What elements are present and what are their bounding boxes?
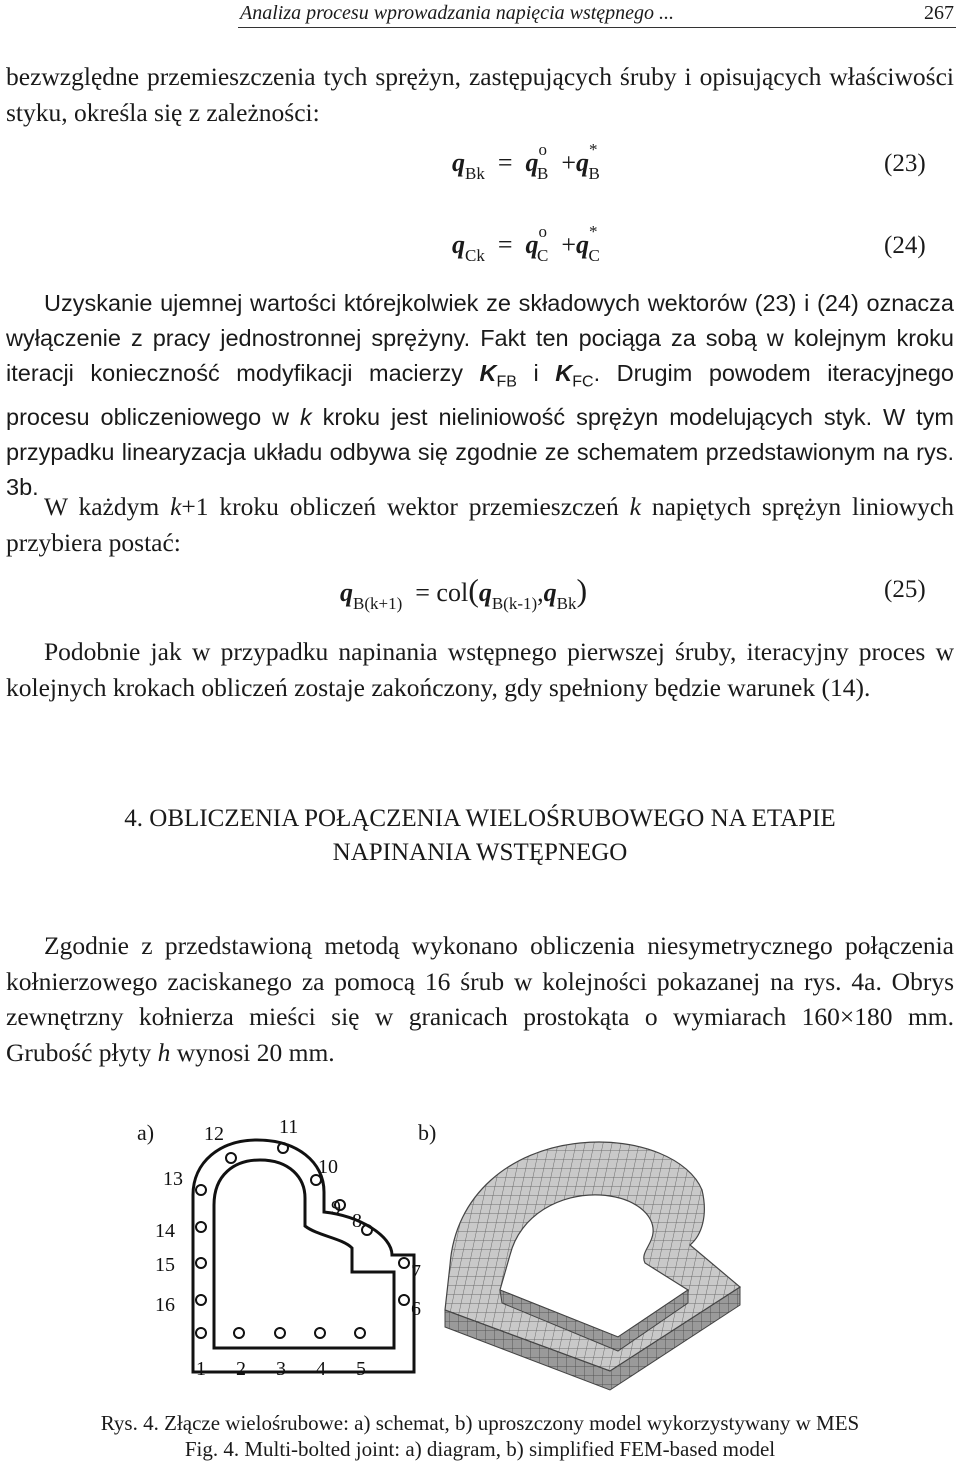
bolt-number-11: 11 [279,1116,299,1138]
paragraph-iteration: Uzyskanie ujemnej wartości którejkolwiek ze składowych wektorów (23) i (24) oznacza wyłączenie z pracy jednostronnej sprężyny. Fakt ten pociąga za sobą w kolejnym kroku iteracji konieczność modyfikacji macierzy $K_{FB}$ i $K_{FC}$. Drugim powodem iteracyjnego procesu obliczeniowego w k kroku jest nieliniowość sprężyn modelujących styk. W tym przypadku linearyzacja układu odbywa się zgodnie ze schematem przedstawionym na rys. 3b. [6,290,954,500]
bolt-number-4: 4 [316,1358,326,1380]
section-heading-line1: 4. OBLICZENIA POŁĄCZENIA WIELOŚRUBOWEGO NA ETAPIE [124,805,836,832]
bolt-12 [226,1153,236,1163]
bolt-number-13: 13 [163,1168,183,1190]
equation-25: $q_{B(k+1)} = col(q_{B(k-1)},q_{Bk})$ [340,572,588,613]
flange-outer-outline [193,1140,414,1372]
equation-24-number: (24) [884,232,926,259]
paragraph-intro: bezwzględne przemieszczenia tych sprężyn, zastępujących śruby i opisujących właściwości styku, określa się z zależności: [6,62,954,127]
flange-diagram [140,1105,440,1405]
bolt-2 [234,1328,244,1338]
bolt-number-8: 8 [352,1210,362,1232]
bolt-number-14: 14 [155,1220,175,1242]
bolt-3 [275,1328,285,1338]
caption-polish: Rys. 4. Złącze wielośrubowe: a) schemat, b) uproszczony model wykorzystywany w MES [100,1411,860,1435]
fem-model [440,1105,780,1395]
figure-label-b: b) [418,1120,437,1145]
bolt-number-7: 7 [411,1261,421,1283]
equation-24: $q_{Ck} = q^o_C +q^*_C$ [452,222,600,265]
figure-label-a: a) [137,1120,155,1145]
bolt-6 [399,1295,409,1305]
bolt-number-6: 6 [411,1298,421,1320]
section-heading [0,802,960,870]
figure-caption [0,1410,960,1462]
bolt-number-16: 16 [155,1294,175,1316]
running-title: Analiza procesu wprowadzania napięcia wstępnego ... [240,2,675,24]
paragraph-termination: Podobnie jak w przypadku napinania wstępnego pierwszej śruby, iteracyjny proces w kolejnych krokach obliczeń zostaje zakończony, gdy spełniony będzie warunek (14). [6,637,954,702]
bolt-number-10: 10 [318,1156,338,1178]
bolt-5 [355,1328,365,1338]
bolt-number-5: 5 [356,1358,366,1380]
bolt-14 [196,1222,206,1232]
running-header [0,0,960,28]
section-heading-line2: NAPINANIA WSTĘPNEGO [332,839,628,866]
bolt-number-1: 1 [196,1358,206,1380]
bolt-13 [196,1185,206,1195]
flange-inner-outline [214,1160,394,1348]
bolt-15 [196,1258,206,1268]
bolt-7 [399,1258,409,1268]
caption-english: Fig. 4. Multi-bolted joint: a) diagram, b) simplified FEM-based model [184,1437,776,1461]
bolt-number-15: 15 [155,1254,175,1276]
bolt-number-3: 3 [276,1358,286,1380]
bolt-number-12: 12 [204,1123,224,1145]
bolt-4 [315,1328,325,1338]
bolt-number-9: 9 [331,1197,341,1219]
bolt-number-2: 2 [236,1358,246,1380]
paragraph-calculations: Zgodnie z przedstawioną metodą wykonano obliczenia niesymetrycznego połączenia kołnierzowego zaciskanego za pomocą 16 śrub w kolejności pokazanej na rys. 4a. Obrys zewnętrzny kołnierza mieści się w granicach prostokąta o wymiarach 160×180 mm. Grubość płyty h wynosi 20 mm. [6,931,954,1067]
equation-23: $q_{Bk} = q^o_B +q^*_B$ [452,140,600,183]
paragraph-vector: W każdym k+1 kroku obliczeń wektor przemieszczeń k napiętych sprężyn liniowych przybiera postać: [6,492,954,557]
bolt-1 [196,1328,206,1338]
header-rule [238,27,956,28]
bolt-16 [196,1295,206,1305]
page-number: 267 [924,2,954,24]
equation-25-number: (25) [884,576,926,603]
equation-23-number: (23) [884,150,926,177]
